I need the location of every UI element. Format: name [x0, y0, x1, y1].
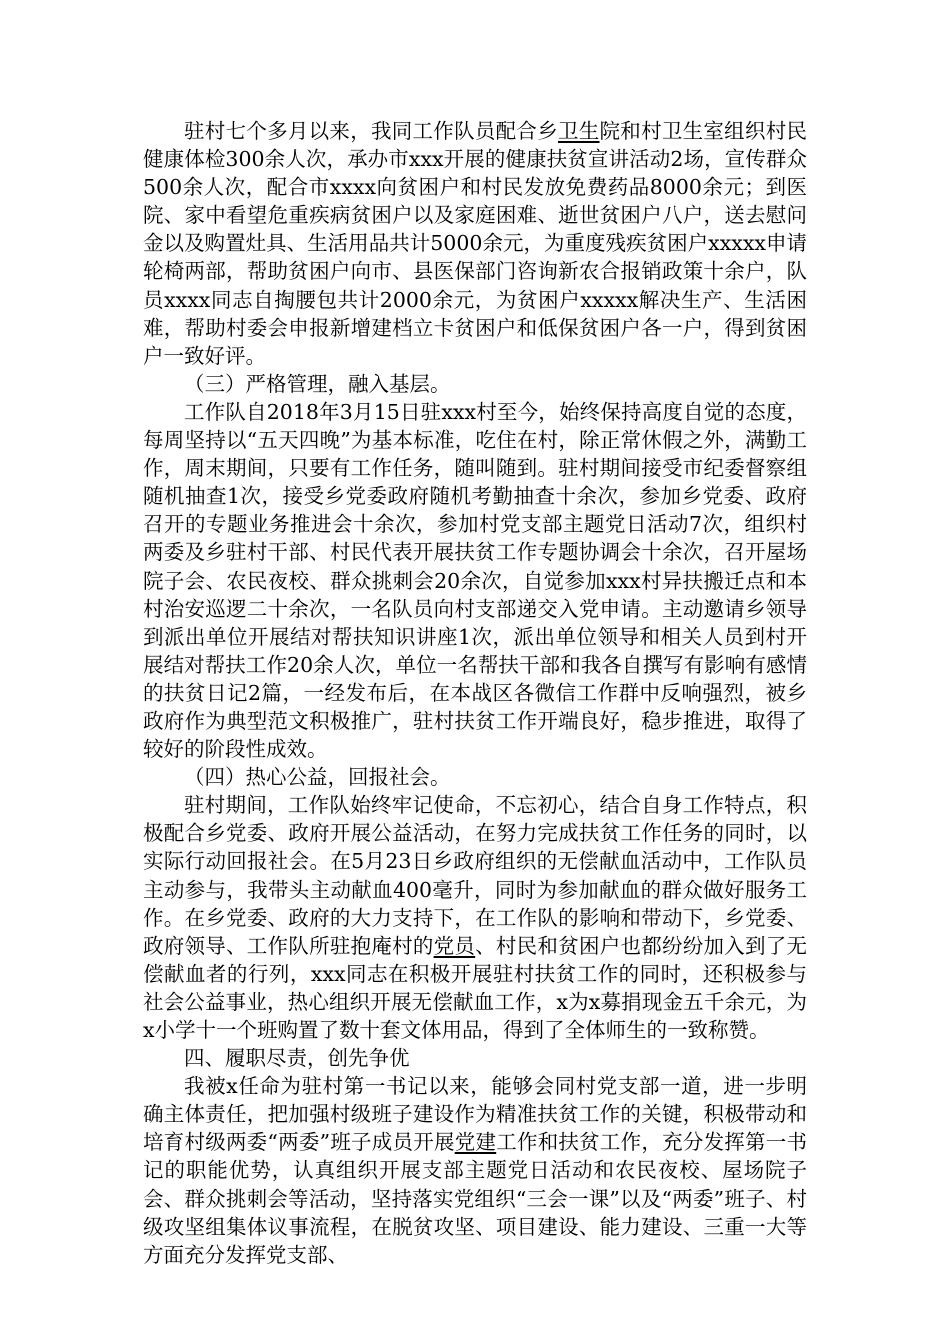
underlined-term: 卫生 — [557, 119, 600, 143]
text-run: 我被x任命为驻村第一书记以来，能够会同村党支部一道，进一步明确主体责任，把加强村级班子建设作为精准扶贫工作的关键，积极带动和培育村级两委“两委”班子成员开展 — [143, 1074, 807, 1155]
body-paragraph — [143, 117, 807, 370]
text-run: 工作队自2018年3月15日驻xxx村至今，始终保持高度自觉的态度，每周坚持以“五天四晚”为基本标准，吃住在村，除正常休假之外，满勤工作，周末期间，只要有工作任务，随叫随到。驻村期间接受市纪委督察组随机抽查1次，接受乡党委政府随机考勤抽查十余次，参加乡党委、政府召开的专题业务推进会十余次，参加村党支部主题党日活动7次，组织村两委及乡驻村干部、村民代表开展扶贫工作专题协调会十余次，召开屋场院子会、农民夜校、群众挑刺会20余次，自觉参加xxx村异扶搬迁点和本村治安巡逻二十余次，一名队员向村支部递交入党申请。主动邀请乡领导到派出单位开展结对帮扶知识讲座1次，派出单位领导和相关人员到村开展结对帮扶工作20余人次，单位一名帮扶干部和我各自撰写有影响有感情的扶贫日记2篇，一经发布后，在本战区各微信工作群中反响强烈，被乡政府作为典型范文积极推广，驻村扶贫工作开端良好，稳步推进，取得了较好的阶段性成效。 — [143, 399, 807, 762]
text-run: 工作和扶贫工作，充分发挥第一书记的职能优势，认真组织开展支部主题党日活动和农民夜校、屋场院子会、群众挑刺会等活动，坚持落实党组织“三会一课”以及“两委”班子、村级攻坚组集体议事流程，在脱贫攻坚、项目建设、能力建设、三重一大等方面充分发挥党支部、 — [143, 1130, 808, 1267]
text-run: 、村民和贫困户也都纷纷加入到了无偿献血者的行列，xxx同志在积极开展驻村扶贫工作的同时，还积极参与社会公益事业，热心组织开展无偿献血工作，x为x募捐现金五千余元，为x小学十一个班购置了数十套文体用品，得到了全体师生的一致称赞。 — [143, 933, 808, 1042]
underlined-term: 党建 — [454, 1130, 497, 1155]
section-heading — [143, 763, 807, 791]
text-run: 院和村卫生室组织村民健康体检300余人次，承办市xxx开展的健康扶贫宣讲活动2场，宣传群众500余人次，配合市xxxx向贫困户和村民发放免费药品8000余元；到医院、家中看望危重疾病贫困户以及家庭困难、逝世贫困户八户，送去慰问金以及购置灶具、生活用品共计5000余元，为重度残疾贫困户xxxxx申请轮椅两部，帮助贫困户向市、县医保部门咨询新农合报销政策十余户，队员xxxx同志自掏腰包共计2000余元，为贫困户xxxxx解决生产、生活困难，帮助村委会申报新增建档立卡贫困户和低保贫困户各一户，得到贫困户一致好评。 — [143, 119, 808, 368]
body-paragraph — [143, 398, 807, 763]
underlined-term: 党员 — [433, 933, 476, 958]
section-heading — [143, 370, 807, 398]
document-body — [143, 117, 807, 1269]
text-run: 四、履职尽责，创先争优 — [184, 1046, 410, 1071]
body-paragraph — [143, 1072, 807, 1269]
body-paragraph — [143, 791, 807, 1044]
text-run: 驻村期间，工作队始终牢记使命，不忘初心，结合自身工作特点，积极配合乡党委、政府开展公益活动，在努力完成扶贫工作任务的同时，以实际行动回报社会。在5月23日乡政府组织的无偿献血活动中，工作队员主动参与，我带头主动献血400毫升，同时为参加献血的群众做好服务工作。在乡党委、政府的大力支持下，在工作队的影响和带动下，乡党委、政府领导、工作队所驻抱庵村的 — [143, 793, 807, 958]
text-run: 驻村七个多月以来，我同工作队员配合乡 — [184, 119, 558, 143]
text-run: （三）严格管理，融入基层。 — [184, 371, 451, 396]
section-heading — [143, 1044, 807, 1072]
text-run: （四）热心公益，回报社会。 — [184, 765, 451, 790]
